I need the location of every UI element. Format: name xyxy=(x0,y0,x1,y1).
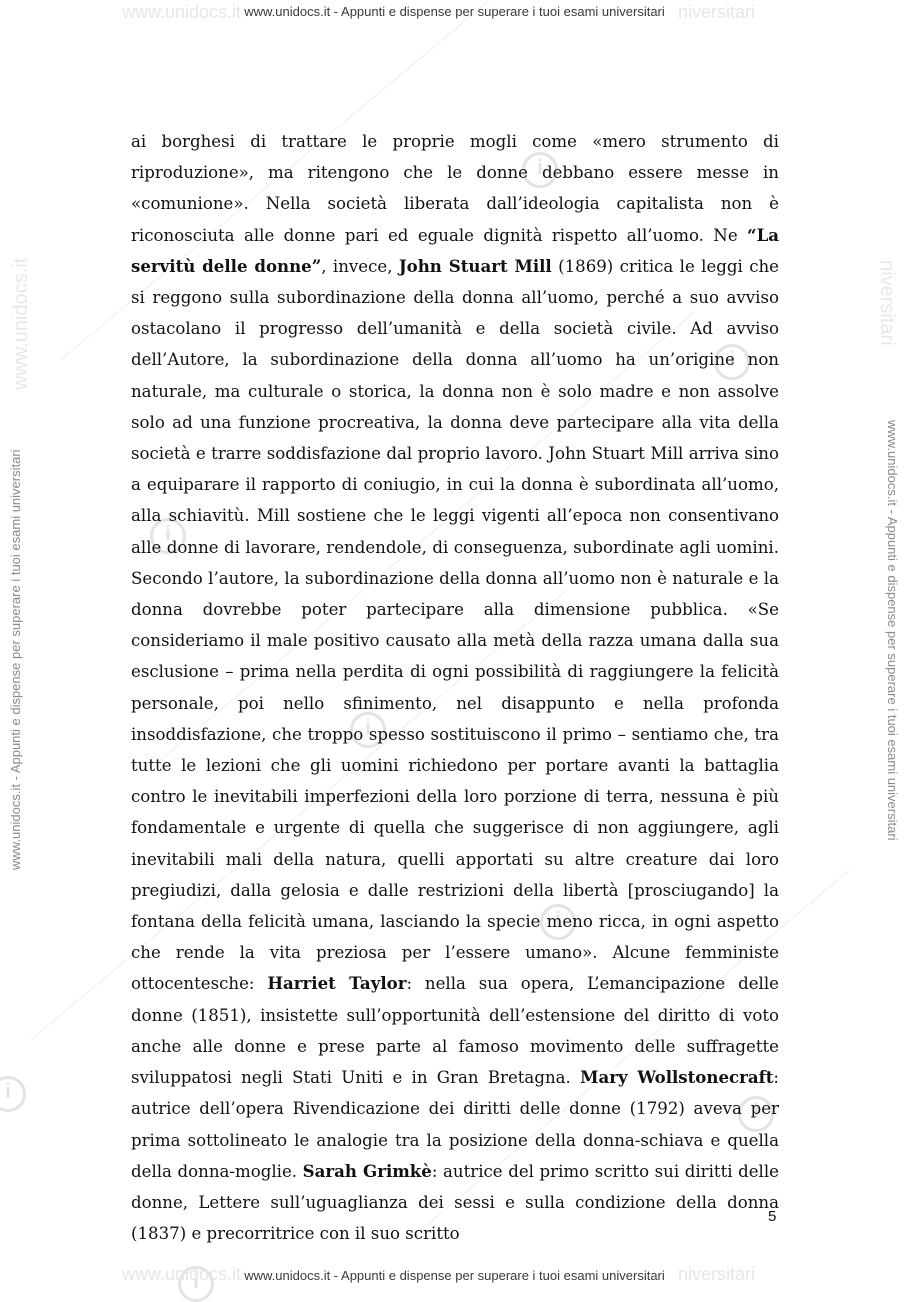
watermark-ghost-text: www.unidocs.it xyxy=(122,2,242,22)
watermark-ghost-text: niversitari xyxy=(678,1264,756,1284)
watermark-banner-bottom: www.unidocs.it - Appunti e dispense per superare i tuoi esami universitari xyxy=(244,1268,665,1283)
text-run: : autrice dell’opera Rivendicazione dei diritti delle donne (1792) aveva per prima sottolineato le analogie tra la posizione della donna-schiava e quella della donna-moglie. xyxy=(131,1068,779,1181)
text-run: : nella sua opera, L’emancipazione delle donne (1851), insistette sull’opportunità dell’estensione del diritto di voto anche alle donne e prese parte al famoso movimento delle suffragette sviluppatosi negli Stati Uniti e in Gran Bretagna. xyxy=(131,974,779,1088)
watermark-side-ghost-text: www.unidocs.it xyxy=(10,257,32,390)
text-run: , invece, xyxy=(321,256,399,276)
text-run: (1869) critica le leggi che si reggono sulla subordinazione della donna all’uomo, perché a suo avviso ostacolano il progresso dell’umanità e della società civile. Ad avviso dell’Autore, la subordinazione della donna all’uomo ha un’origine non naturale, ma culturale o storica, la donna non è solo madre e non assolve solo ad una funzione procreativa, la donna deve partecipare alla vita della società e trarre soddisfazione dal proprio lavoro. John Stuart Mill arriva sino a equiparare il rapporto di coniugio, in cui la donna è subordinata all’uomo, alla schiavitù. Mill sostiene che le leggi vigenti all’epoca non consentivano alle donne di lavorare, rendendole, di conseguenza, subordinate agli uomini. Secondo l’autore, la subordinazione della donna all’uomo non è naturale e la donna dovrebbe poter partecipare alla dimensione pubblica. «Se consideriamo il male positivo causato alla metà della razza umana dalla sua esclusione – prima nella perdita di ogni possibilità di raggiungere la felicità personale, poi nello sfinimento, nel disappunto e nella profonda insoddisfazione, che troppo spesso sostituiscono il primo – sentiamo che, tra tutte le lezioni che gli uomini richiedono per portare avanti la battaglia contro le inevitabili imperfezioni della loro porzione di terra, nessuna è più fondamentale e urgente di quella che suggerisce di non aggiungere, agli inevitabili mali della natura, quelli apportati su altre creature dai loro pregiudizi, dalla gelosia e dalle restrizioni della libertà [prosciugando] la fontana della felicità umana, lasciando la specie meno ricca, in ogni aspetto che rende la vita preziosa per l’essere umano». Alcune femministe ottocentesche: xyxy=(131,256,779,994)
book-title: “La servitù delle donne” xyxy=(131,224,779,276)
author-name: Sarah Grimkè xyxy=(302,1160,432,1181)
document-body xyxy=(131,126,779,1249)
watermark-banner-right: www.unidocs.it - Appunti e dispense per superare i tuoi esami universitari xyxy=(885,420,900,841)
watermark-side-ghost-text: niversitari xyxy=(876,260,898,346)
author-name: John Stuart Mill xyxy=(398,255,552,276)
body-paragraph xyxy=(131,126,779,1249)
watermark-ghost-text: www.unidocs.it xyxy=(122,1264,242,1284)
text-run: ai borghesi di trattare le proprie mogli come «mero strumento di riproduzione», ma ritengono che le donne debbano essere messe in «comunione». Nella società liberata dall’ideologia capitalista non è riconosciuta alle donne pari ed eguale dignità rispetto all’uomo. Ne xyxy=(131,132,779,245)
watermark-banner-left: www.unidocs.it - Appunti e dispense per superare i tuoi esami universitari xyxy=(8,449,23,870)
author-name: Mary Wollstonecraft xyxy=(580,1067,774,1088)
text-run: : autrice del primo scritto sui diritti delle donne, Lettere sull’uguaglianza dei sessi e sulla condizione della donna (1837) e precorritrice con il suo scritto xyxy=(131,1161,779,1244)
page-number: 5 xyxy=(768,1208,777,1225)
watermark-banner-top: www.unidocs.it - Appunti e dispense per superare i tuoi esami universitari xyxy=(244,4,665,19)
author-name: Harriet Taylor xyxy=(267,973,407,994)
watermark-logo-icon xyxy=(0,1076,26,1112)
watermark-ghost-text: niversitari xyxy=(678,2,756,22)
